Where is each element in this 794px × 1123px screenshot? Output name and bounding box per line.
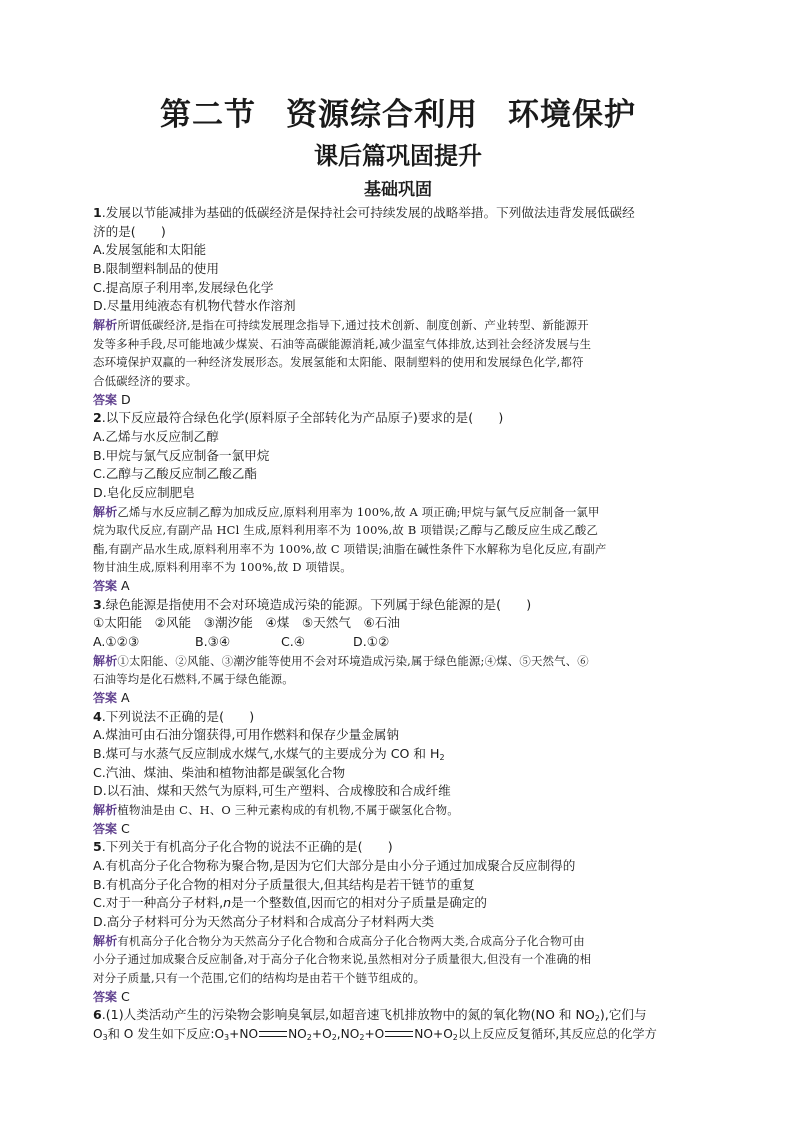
subscript: 2 xyxy=(594,1014,600,1024)
question-number: 2 xyxy=(93,410,102,426)
subscript: 3 xyxy=(224,1032,230,1042)
option-c: C.乙醇与乙酸反应制乙酸乙酯 xyxy=(93,466,257,482)
explanation-text: 烷为取代反应,有副产品 HCl 生成,原料利用率不为 100%,故 B 项错误;乙醇与乙酸反应生成乙酸乙 xyxy=(93,523,599,538)
explanation-text: 小分子通过加成聚合反应制备,对于高分子化合物来说,虽然相对分子质量很大,但没有一个准确的相 xyxy=(93,952,592,967)
explanation-text: 乙烯与水反应制乙醇为加成反应,原料利用率为 100%,故 A 项正确;甲烷与氯气反应制备一氯甲 xyxy=(117,504,600,519)
answer-value: D xyxy=(121,391,131,407)
title-section: 第二节 xyxy=(160,97,256,133)
answer-label: 答案 xyxy=(93,392,118,407)
option-c: C.④ xyxy=(281,634,306,650)
question-2 xyxy=(93,409,703,596)
stem-line: .以下反应最符合绿色化学(原料原子全部转化为产品原子)要求的是( ) xyxy=(101,410,504,426)
explanation-text: 对分子质量,只有一个范围,它们的结构均是由若干个链节组成的。 xyxy=(93,970,426,985)
explanation-text: 物甘油生成,原料利用率不为 100%,故 D 项错误。 xyxy=(93,560,352,575)
formula: +NO xyxy=(229,1026,259,1041)
question-number: 1 xyxy=(93,205,102,220)
explanation-text: 态环境保护双赢的一种经济发展形态。发展氢能和太阳能、限制塑料的使用和发展绿色化学,都符 xyxy=(93,355,584,370)
answer xyxy=(93,391,703,410)
equals-sign xyxy=(259,1031,287,1037)
explanation-text: 石油等均是化石燃料,不属于绿色能源。 xyxy=(93,672,294,687)
option-d: D.①② xyxy=(353,634,390,650)
question-stem xyxy=(93,596,703,615)
explanation xyxy=(93,316,703,390)
option-c: C.汽油、煤油、柴油和植物油都是碳氢化合物 xyxy=(93,764,346,780)
answer-value: C xyxy=(121,988,130,1004)
option-text: B.煤可与水蒸气反应制成水煤气,水煤气的主要成分为 CO 和 H xyxy=(93,746,440,761)
explanation-text: 发等多种手段,尽可能地减少煤炭、石油等高碳能源消耗,减少温室气体排放,达到社会经济发展与生 xyxy=(93,336,592,351)
title-topic-a: 资源综合利用 xyxy=(286,97,478,133)
answer-value: C xyxy=(121,820,130,836)
explanation-label: 解析 xyxy=(93,318,118,333)
formula: NO xyxy=(288,1026,307,1041)
stem-text: ),它们与 xyxy=(599,1007,647,1023)
explanation-text: 合低碳经济的要求。 xyxy=(93,373,198,388)
explanation-label: 解析 xyxy=(93,803,118,818)
answer xyxy=(93,689,703,708)
explanation-text: 酯,有副产品水生成,原料利用率不为 100%,故 C 项错误;油脂在碱性条件下水解称为皂化反应,有副产 xyxy=(93,541,607,556)
stem-line: .下列说法不正确的是( ) xyxy=(101,708,255,724)
subscript: 2 xyxy=(331,1032,337,1042)
option-c: C.提高原子利用率,发展绿色化学 xyxy=(93,279,274,295)
explanation-label: 解析 xyxy=(93,653,118,668)
question-1 xyxy=(93,204,703,409)
explanation-label: 解析 xyxy=(93,933,118,948)
question-stem xyxy=(93,204,703,223)
option-a: A.发展氢能和太阳能 xyxy=(93,242,207,258)
option-b: B.③④ xyxy=(195,634,231,650)
question-stem xyxy=(93,838,703,857)
option-d: D.尽量用纯液态有机物代替水作溶剂 xyxy=(93,298,296,314)
option-b xyxy=(93,745,703,764)
question-stem xyxy=(93,409,703,428)
option-c xyxy=(93,894,703,913)
page-subtitle: 课后篇巩固提升 xyxy=(314,142,482,170)
formula: NO+O xyxy=(414,1026,453,1041)
explanation-text: ①太阳能、②风能、③潮汐能等使用不会对环境造成污染,属于绿色能源;④煤、⑤天然气、⑥ xyxy=(117,653,589,668)
explanation xyxy=(93,932,703,988)
question-number: 3 xyxy=(93,596,102,612)
option-b: B.甲烷与氯气反应制备一氯甲烷 xyxy=(93,447,270,463)
explanation-text: 植物油是由 C、H、O 三种元素构成的有机物,不属于碳氢化合物。 xyxy=(117,803,459,818)
formula: +O xyxy=(311,1026,332,1041)
subscript: 3 xyxy=(102,1032,108,1042)
answer-value: A xyxy=(121,578,130,593)
option-a: A.有机高分子化合物称为聚合物,是因为它们大部分是由小分子通过加成聚合反应制得的 xyxy=(93,858,576,874)
option-text: C.对于一种高分子材料, xyxy=(93,895,224,911)
subscript: 2 xyxy=(439,753,445,762)
question-stem xyxy=(93,1006,703,1025)
formula: ,NO xyxy=(336,1026,360,1041)
formula: +O xyxy=(364,1026,385,1041)
stem-line: .下列关于有机高分子化合物的说法不正确的是( ) xyxy=(101,839,393,855)
option-a: A.乙烯与水反应制乙醇 xyxy=(93,428,219,444)
explanation xyxy=(93,652,703,689)
answer-label: 答案 xyxy=(93,821,118,836)
option-a: A.①②③ xyxy=(93,634,140,650)
answer xyxy=(93,577,703,596)
option-text: 是一个整数值,因而它的相对分子质量是确定的 xyxy=(231,895,488,911)
stem-line: .发展以节能减排为基础的低碳经济是保持社会可持续发展的战略举措。下列做法违背发展低碳经 xyxy=(101,205,635,220)
explanation xyxy=(93,503,703,577)
worksheet-page xyxy=(93,92,703,1044)
answer-value: A xyxy=(121,689,130,705)
subscript: 2 xyxy=(452,1032,458,1042)
option-d: D.以石油、煤和天然气为原料,可生产塑料、合成橡胶和合成纤维 xyxy=(93,783,451,799)
option-b: B.有机高分子化合物的相对分子质量很大,但其结构是若干链节的重复 xyxy=(93,876,475,892)
option-d: D.皂化反应制肥皂 xyxy=(93,484,195,500)
stem-text: 以上反应反复循环,其反应总的化学方 xyxy=(457,1026,657,1041)
explanation-text: 有机高分子化合物分为天然高分子化合物和合成高分子化合物两大类,合成高分子化合物可由 xyxy=(117,933,585,948)
stem-text: 和 O 发生如下反应:O xyxy=(107,1026,225,1041)
stem-text: .(1)人类活动产生的污染物会影响臭氧层,如超音速飞机排放物中的氮的氧化物(NO 和 NO xyxy=(101,1007,595,1023)
explanation xyxy=(93,801,703,820)
energy-list: ①太阳能 ②风能 ③潮汐能 ④煤 ⑤天然气 ⑥石油 xyxy=(93,615,401,631)
subscript: 2 xyxy=(306,1032,312,1042)
answer xyxy=(93,820,703,839)
stem-line: .绿色能源是指使用不会对环境造成污染的能源。下列属于绿色能源的是( ) xyxy=(101,596,532,612)
explanation-label: 解析 xyxy=(93,504,118,519)
explanation-text: 所谓低碳经济,是指在可持续发展理念指导下,通过技术创新、制度创新、产业转型、新能源开 xyxy=(117,318,589,333)
question-number: 6 xyxy=(93,1007,102,1023)
title-topic-b: 环境保护 xyxy=(508,97,636,133)
question-5 xyxy=(93,838,703,1006)
answer xyxy=(93,988,703,1007)
option-a: A.煤油可由石油分馏获得,可用作燃料和保存少量金属钠 xyxy=(93,727,400,743)
stem-line: 济的是( ) xyxy=(93,223,166,239)
question-6 xyxy=(93,1006,703,1043)
option-b: B.限制塑料制品的使用 xyxy=(93,261,219,277)
answer-label: 答案 xyxy=(93,690,118,705)
question-number: 5 xyxy=(93,839,102,855)
question-stem xyxy=(93,708,703,727)
question-number: 4 xyxy=(93,708,102,724)
answer-label: 答案 xyxy=(93,989,118,1004)
answer-label: 答案 xyxy=(93,579,118,593)
page-title xyxy=(93,92,703,138)
options-row xyxy=(93,633,703,652)
subscript: 2 xyxy=(359,1032,365,1042)
formula: O xyxy=(93,1026,103,1041)
question-3 xyxy=(93,596,703,708)
reaction-line xyxy=(93,1025,703,1044)
equals-sign xyxy=(385,1031,413,1037)
option-d: D.高分子材料可分为天然高分子材料和合成高分子材料两大类 xyxy=(93,914,435,930)
section-heading: 基础巩固 xyxy=(364,180,432,200)
question-4 xyxy=(93,708,703,839)
variable-n: n xyxy=(223,895,232,911)
